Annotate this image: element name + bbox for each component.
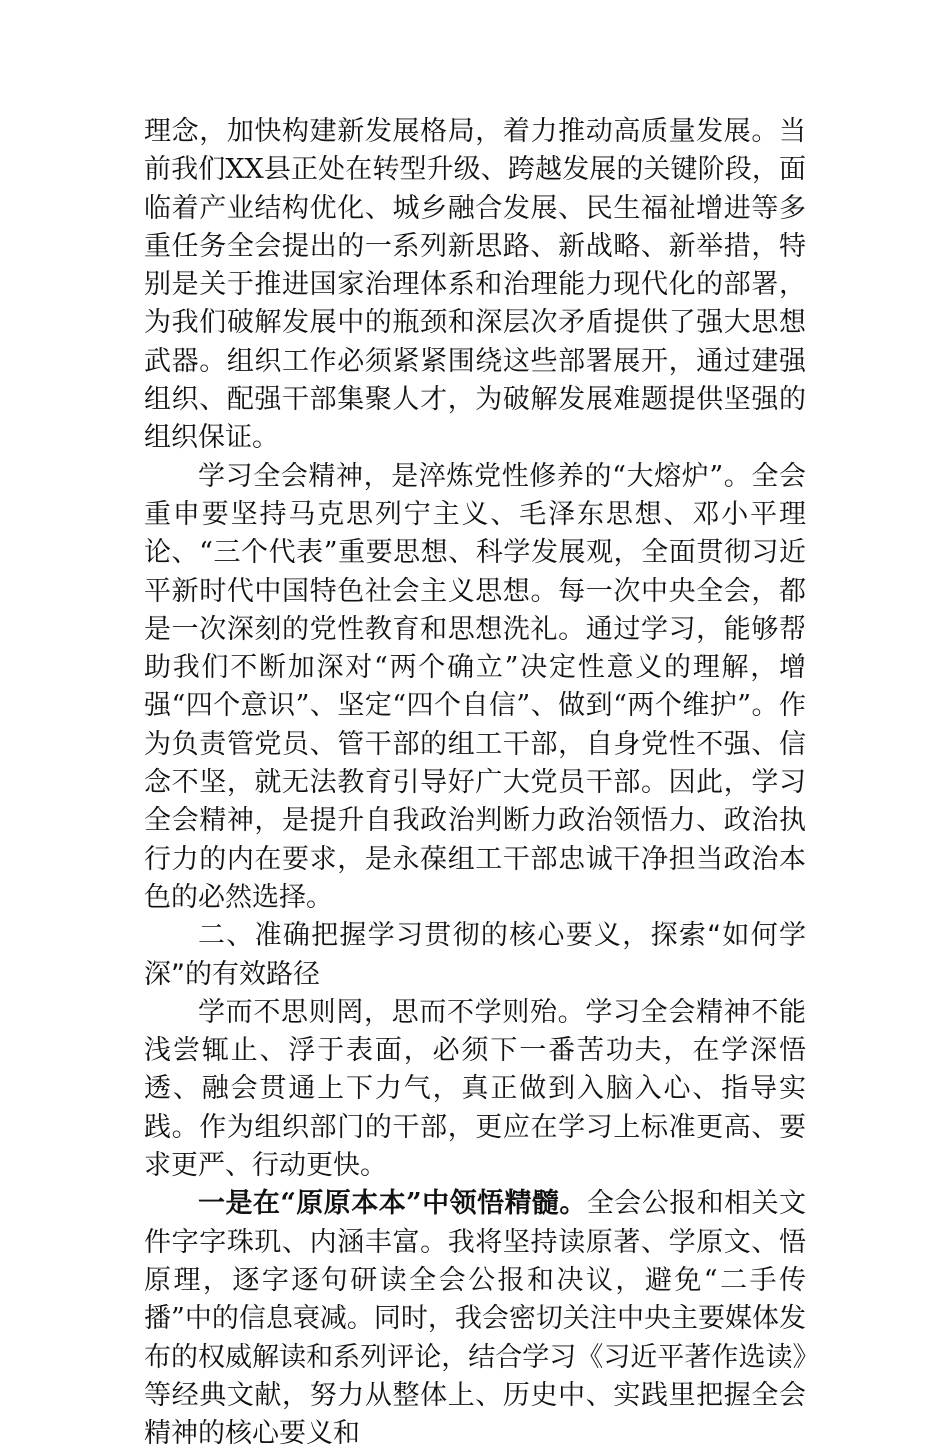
paragraph-continuation: 理念，加快构建新发展格局，着力推动高质量发展。当前我们XX县正处在转型升级、跨越发展的关键阶段，面临着产业结构优化、城乡融合发展、民生福祉增进等多重任务全会提出的一系列新思路、新战略、新举措，特别是关于推进国家治理体系和治理能力现代化的部署，为我们破解发展中的瓶颈和深层次矛盾提供了强大思想武器。组织工作必须紧紧围绕这些部署展开，通过建强组织、配强干部集聚人才，为破解发展难题提供坚强的组织保证。 xyxy=(144,116,806,454)
paragraph-study-depth: 学而不思则罔，思而不学则殆。学习全会精神不能浅尝辄止、浮于表面，必须下一番苦功夫，在学深悟透、融会贯通上下力气，真正做到入脑入心、指导实践。作为组织部门的干部，更应在学习上标准更高、要求更严、行动更快。 xyxy=(144,996,806,1182)
point-one-lead: 一是在“原原本本”中领悟精髓。 xyxy=(198,1188,587,1220)
section-heading-2: 二、准确把握学习贯彻的核心要义，探索“如何学深”的有效路径 xyxy=(144,920,806,990)
point-one-body: 全会公报和相关文件字字珠玑、内涵丰富。我将坚持读原著、学原文、悟原理，逐字逐句研读全会公报和决议，避免“二手传播”中的信息衰减。同时，我会密切关注中央主要媒体发布的权威解读和系列评论，结合学习《习近平著作选读》等经典文献，努力从整体上、历史中、实践里把握全会精神的核心要义和 xyxy=(144,1188,807,1450)
paragraph-point-one xyxy=(144,1185,806,1453)
paragraph-party-spirit: 学习全会精神，是淬炼党性修养的“大熔炉”。全会重申要坚持马克思列宁主义、毛泽东思想、邓小平理论、“三个代表”重要思想、科学发展观，全面贯彻习近平新时代中国特色社会主义思想。每一次中央全会，都是一次深刻的党性教育和思想洗礼。通过学习，能够帮助我们不断加深对“两个确立”决定性意义的理解，增强“四个意识”、坚定“四个自信”、做到“两个维护”。作为负责管党员、管干部的组工干部，自身党性不强、信念不坚，就无法教育引导好广大党员干部。因此，学习全会精神，是提升自我政治判断力政治领悟力、政治执行力的内在要求，是永葆组工干部忠诚干净担当政治本色的必然选择。 xyxy=(144,460,806,913)
document-body xyxy=(144,113,806,1453)
